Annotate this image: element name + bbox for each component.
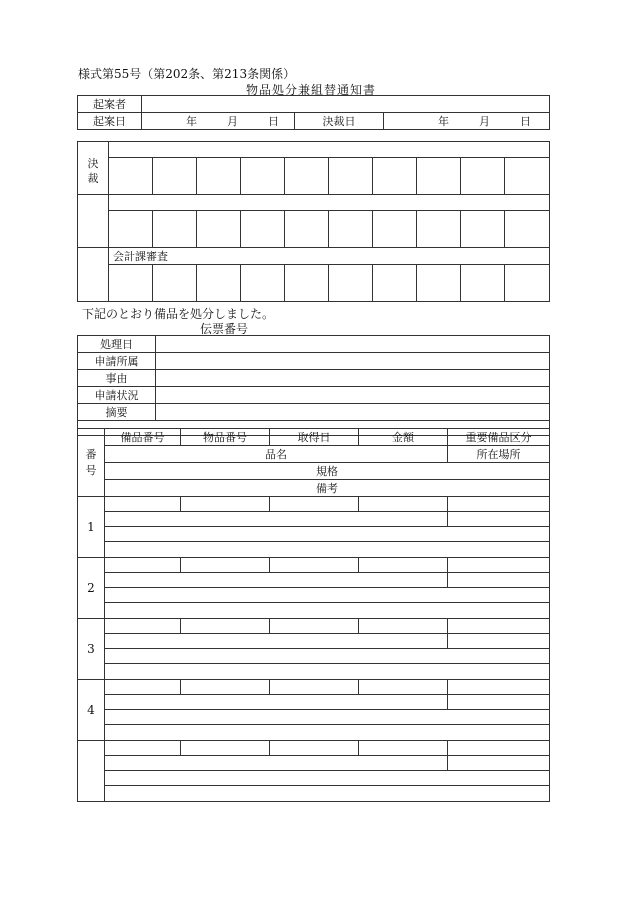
stamp-box[interactable] [461,211,505,248]
asset-number-cell[interactable] [105,680,181,695]
stamp-box[interactable] [285,158,329,195]
stamp-box[interactable] [241,265,285,302]
asset-number-cell[interactable] [105,741,181,756]
stamp-box[interactable] [373,265,417,302]
stamp-box[interactable] [461,265,505,302]
col-header: 備品番号 [105,429,181,446]
decision-date-field[interactable]: 年 月 日 [384,113,550,130]
item-code-cell[interactable] [181,497,270,512]
col-header: 物品番号 [181,429,270,446]
remarks-cell[interactable] [105,786,550,802]
spec-cell[interactable] [105,649,550,664]
col-header: 金額 [359,429,448,446]
info-field[interactable] [156,387,550,404]
approval-grid [77,141,550,302]
info-label: 事由 [78,370,156,387]
asset-number-cell[interactable] [105,497,181,512]
stamp-box[interactable] [373,158,417,195]
form-number: 様式第55号（第202条、第213条関係） [78,67,296,81]
slip-number-label: 伝票番号 [200,322,249,336]
info-label: 摘要 [78,404,156,421]
stamp-box[interactable] [241,158,285,195]
approval-group-2-label [78,195,109,248]
col-header: 重要備品区分 [448,429,550,446]
stamp-box[interactable] [329,265,373,302]
stamp-box[interactable] [417,265,461,302]
col-header: 取得日 [270,429,359,446]
approval-group-3-label [78,248,109,302]
stamp-box[interactable] [109,211,153,248]
stamp-box[interactable] [197,265,241,302]
spec-cell[interactable] [105,710,550,725]
remarks-cell[interactable] [105,664,550,680]
info-label: 処理日 [78,336,156,353]
location-cell[interactable] [448,634,550,649]
stamp-box[interactable] [109,265,153,302]
stamp-box[interactable] [505,211,550,248]
stamp-box[interactable] [329,211,373,248]
location-cell[interactable] [448,695,550,710]
important-class-cell[interactable] [448,619,550,634]
stamp-box[interactable] [241,211,285,248]
amount-cell[interactable] [359,497,448,512]
info-field[interactable] [156,404,550,421]
stamp-box[interactable] [109,158,153,195]
acquired-date-cell[interactable] [270,619,359,634]
item-number [78,741,105,802]
stamp-box[interactable] [285,211,329,248]
amount-cell[interactable] [359,619,448,634]
info-field[interactable] [156,336,550,353]
stamp-box[interactable] [329,158,373,195]
item-name-cell[interactable] [105,634,448,649]
asset-number-cell[interactable] [105,558,181,573]
draft-date-label: 起案日 [78,113,142,130]
number-header: 番 号 [78,429,105,497]
item-code-cell[interactable] [181,619,270,634]
info-field[interactable] [156,370,550,387]
item-code-cell[interactable] [181,558,270,573]
amount-cell[interactable] [359,558,448,573]
info-label: 申請状況 [78,387,156,404]
stamp-box[interactable] [197,211,241,248]
remarks-cell[interactable] [105,603,550,619]
amount-cell[interactable] [359,741,448,756]
stamp-box[interactable] [461,158,505,195]
disposal-statement: 下記のとおり備品を処分しました。 [82,307,275,321]
important-class-cell[interactable] [448,558,550,573]
stamp-box[interactable] [505,158,550,195]
location-cell[interactable] [448,756,550,771]
stamp-box[interactable] [417,211,461,248]
important-class-cell[interactable] [448,497,550,512]
spec-cell[interactable] [105,771,550,786]
stamp-box[interactable] [373,211,417,248]
asset-number-cell[interactable] [105,619,181,634]
stamp-box[interactable] [505,265,550,302]
stamp-box[interactable] [417,158,461,195]
item-number: 4 [78,680,105,741]
item-name-header: 品名 [105,446,448,463]
item-number: 2 [78,558,105,619]
items-table [77,428,550,802]
drafter-field[interactable] [142,96,550,113]
stamp-box[interactable] [153,158,197,195]
item-number: 3 [78,619,105,680]
approval-title-row-2 [109,195,550,211]
item-name-cell[interactable] [105,756,448,771]
remarks-cell[interactable] [105,725,550,741]
acquired-date-cell[interactable] [270,497,359,512]
document-title: 物品処分兼組替通知書 [246,83,377,97]
spec-header: 規格 [105,463,550,480]
drafter-label: 起案者 [78,96,142,113]
draft-info-table [77,95,550,130]
info-field[interactable] [156,353,550,370]
acquired-date-cell[interactable] [270,558,359,573]
approval-title-row-1 [109,142,550,158]
spec-cell[interactable] [105,588,550,603]
item-name-cell[interactable] [105,512,448,527]
acquired-date-cell[interactable] [270,680,359,695]
item-name-cell[interactable] [105,573,448,588]
stamp-box[interactable] [153,211,197,248]
decision-date-label: 決裁日 [295,113,384,130]
accounting-review-label: 会計課審査 [109,248,550,265]
item-code-cell[interactable] [181,680,270,695]
item-code-cell[interactable] [181,741,270,756]
item-name-cell[interactable] [105,695,448,710]
stamp-box[interactable] [197,158,241,195]
remarks-cell[interactable] [105,542,550,558]
item-number: 1 [78,497,105,558]
stamp-box[interactable] [153,265,197,302]
remarks-header: 備考 [105,480,550,497]
important-class-cell[interactable] [448,741,550,756]
location-cell[interactable] [448,573,550,588]
acquired-date-cell[interactable] [270,741,359,756]
kessai-label: 決 裁 [78,142,109,195]
stamp-box[interactable] [285,265,329,302]
location-header: 所在場所 [448,446,550,463]
location-cell[interactable] [448,512,550,527]
spec-cell[interactable] [105,527,550,542]
important-class-cell[interactable] [448,680,550,695]
draft-date-field[interactable]: 年 月 日 [142,113,295,130]
info-table [77,335,550,436]
info-label: 申請所属 [78,353,156,370]
amount-cell[interactable] [359,680,448,695]
